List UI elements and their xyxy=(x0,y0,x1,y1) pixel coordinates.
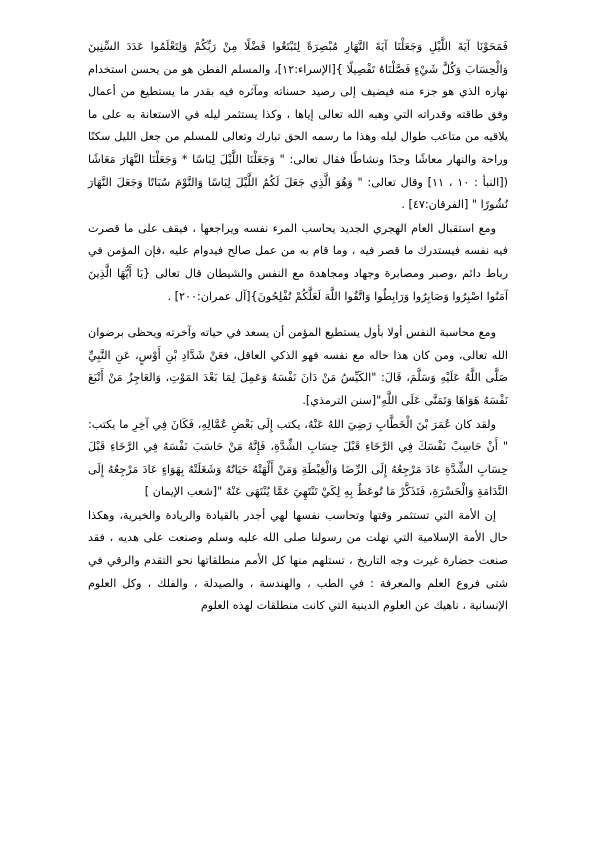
paragraph-2: ومع استقبال العام الهجري الجديد يحاسب المرء نفسه ويراجعها ، فيقف على ما قصرت فيه نفسه فيستدرك ما قصر فيه ، وما قام به من عمل صالح فيدوام عليه ،فإن المؤمن في رباط دائم ،وصبر ومصابرة وجهاد ومجاهدة مع النفس والشيطان قال تعالى {يَا أَيُّهَا الَّذِينَ آمَنُوا اصْبِرُوا وَصَابِرُوا وَرَابِطُوا وَاتَّقُوا اللَّهَ لَعَلَّكُمْ تُفْلِحُونَ}[آل عمران:٢٠٠] . xyxy=(88,221,508,303)
paragraph-5: إن الأمة التي تستثمر وقتها وتحاسب نفسها لهي أجدر بالقيادة والريادة والخيرية، وهكذا حال الأمة الإسلامية التي نهلت من رسولنا صلى الله عليه وسلم وصنعت على هديه ، فقد صنعت حضارة غيرت وجه التاريخ ، تستلهم منها كل الأمم منطلقاتها نحو التقدم والرقي في شتى فروع العلم والمعرفة : في الطب ، والهندسة ، والصيدلة ، والفلك ، وكل العلوم الإنسانية ، ناهيك عن العلوم الدينية التي كانت منطلقات لهذه العلوم xyxy=(88,508,508,613)
paragraph-1: فَمَحَوْنَا آيَةَ اللَّيْلِ وَجَعَلْنَا آيَةَ النَّهَارِ مُبْصِرَةً لِتَبْتَغُوا فَضْلًا مِنْ رَبِّكُمْ وَلِتَعْلَمُوا عَدَدَ السِّنِينَ وَالْحِسَابَ وَكُلَّ شَيْءٍ فَصَّلْنَاهُ تَفْصِيلًا }[الإسراء:١٢]، والمسلم الفطن هو من يحسن استخدام نهاره الذي هو جزء منه فيضيف إلى رصيد حسناته ومآثره فيه بقدر ما يستطيع من أعمال وفق طاقته وقدراته التي وهبه الله تعالى إياها ، وكذا يستثمر ليله في الاستعانة به على ما يلاقيه من متاعب طوال ليله وهذا ما رسمه الحق تبارك وتعالى للمسلم من جعل الليل سكنًا وراحة والنهار معاشًا وجدًا ونشاطًا فقال تعالى: " وَجَعَلْنَا اللَّيْلَ لِبَاسًا * وَجَعَلْنَا النَّهَارَ مَعَاشًا ([النبأ : ١٠ ، ١١] وقال تعالى: " وَهُوَ الَّذِي جَعَلَ لَكُمُ اللَّيْلَ لِبَاسًا وَالنَّوْمَ سُبَاتًا وَجَعَلَ النَّهَارَ نُشُورًا " [الفرقان:٤٧] . xyxy=(88,40,508,212)
article-body xyxy=(88,36,508,618)
paragraph-gap xyxy=(88,308,508,322)
paragraph-4: ولقد كان عُمَرَ بْنَ الْخَطَّابِ رَضِيَ اللهُ عَنْهُ، يكتب إِلَى بَعْضِ عُمَّالِهِ، فَكَانَ فِي آخِرِ ما يكتب: " أَنْ حَاسِبْ نَفْسَكَ فِي الرَّخَاءِ قَبْلَ حِسَابِ الشِّدَّةِ، فَإِنَّهُ مَنْ حَاسَبَ نَفْسَهُ فِي الرَّخَاءِ قَبْلَ حِسَابِ الشِّدَّةِ عَادَ مَرْجِعُهُ إِلَى الرِّضَا وَالْغِبْطَةِ وَمَنْ أَلْهَتْهُ حَيَاتُهُ وَشَغَلَتْهُ بِهَوَاءٍ عَادَ مَرْجِعُهُ إِلَى النَّدَامَةِ وَالْحَسْرَةِ، فَتَذَكَّرْ مَا تُوعَظُ بِهِ لِكَيْ تَنْتَهِيَ عَمَّا يُنْتَهَى عَنْهُ "[شعب الإيمان ] xyxy=(88,417,508,499)
paragraph-3: ومع محاسبة النفس أولا بأول يستطيع المؤمن أن يسعد في حياته وآخرته ويحظى برضوان الله تعالى، ومن كان هذا حاله مع نفسه فهو الذكي العاقل، فعَنْ شَدَّادِ بْنِ أَوْسٍ، عَنِ النَّبِيِّ صَلَّى اللَّهُ عَلَيْهِ وَسَلَّمَ، قَالَ: "الكَيِّسُ مَنْ دَانَ نَفْسَهُ وَعَمِلَ لِمَا بَعْدَ المَوْتِ، وَالعَاجِزُ مَنْ أَتْبَعَ نَفْسَهُ هَوَاهَا وَتَمَنَّى عَلَى اللَّهِ"[سنن الترمذي]. xyxy=(88,326,508,407)
